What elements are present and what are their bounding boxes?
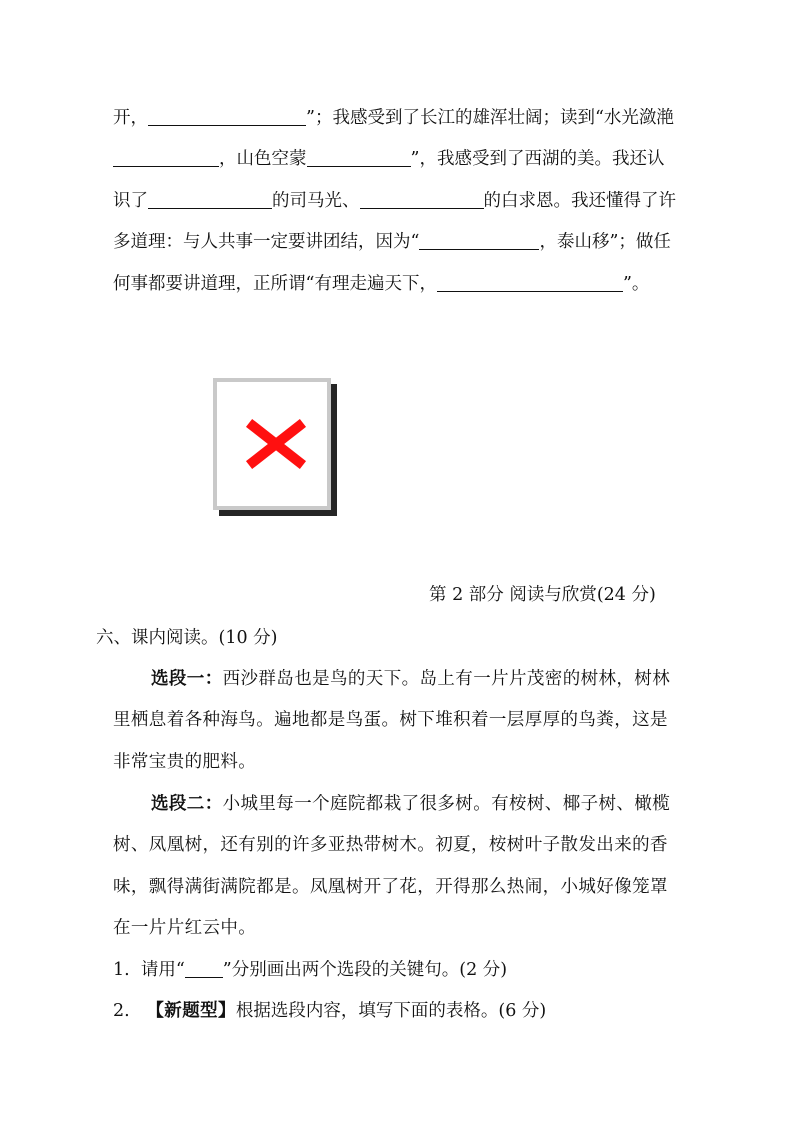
text: ，山色空蒙 (219, 149, 307, 169)
question-number: 2. (113, 1001, 130, 1021)
text: 小城里每一个庭院都栽了很多树。有桉树、椰子树、橄榄 (222, 794, 671, 814)
broken-image-icon (213, 378, 339, 518)
answer-blank-5[interactable] (360, 190, 484, 209)
answer-blank-3[interactable] (307, 148, 411, 167)
passage-line-4 (113, 230, 703, 254)
text: ”。 (622, 274, 650, 294)
text: 根据选段内容，填写下面的表格。(6 分) (235, 1001, 547, 1021)
passage2-line-3: 味，飘得满街满院都是。凤凰树开了花，开得那么热闹，小城好像笼罩 (113, 877, 668, 897)
text: ”分别画出两个选段的关键句。(2 分) (222, 960, 508, 980)
passage-line-1 (113, 106, 703, 130)
text: 的司马光、 (272, 191, 360, 211)
answer-blank-2[interactable] (113, 148, 219, 167)
passage2-line-1 (151, 792, 703, 816)
text: 的白求恩。我还懂得了许 (483, 191, 676, 211)
section-title: 六、课内阅读。(10 分) (96, 628, 278, 648)
passage2-line-2: 树、凤凰树，还有别的许多亚热带树木。初夏，桉树叶子散发出来的香 (113, 835, 668, 855)
answer-blank-7[interactable] (437, 273, 623, 292)
text: 请用“ (140, 960, 185, 980)
text: 西沙群岛也是鸟的天下。岛上有一片片茂密的树林，树林 (222, 669, 671, 689)
answer-blank-6[interactable] (419, 231, 539, 250)
text: ”；我感受到了长江的雄浑壮阔；读到“水光潋滟 (306, 108, 674, 128)
passage1-line-3: 非常宝贵的肥料。 (113, 752, 257, 772)
question-1 (113, 958, 703, 982)
text: ，泰山移”；做任 (539, 232, 671, 252)
passage1-line-2: 里栖息着各种海鸟。遍地都是鸟蛋。树下堆积着一层厚厚的鸟粪，这是 (113, 710, 668, 730)
passage-line-2 (113, 147, 703, 171)
answer-blank-4[interactable] (148, 190, 272, 209)
text: 开， (113, 108, 148, 128)
passage1-line-1 (151, 667, 703, 691)
underline-sample (185, 963, 223, 978)
passage-line-5 (113, 272, 703, 296)
part-heading: 第 2 部分 阅读与欣赏(24 分) (429, 585, 656, 605)
text: 何事都要讲道理，正所谓“有理走遍天下， (113, 274, 437, 294)
passage-line-3 (113, 189, 703, 213)
passage1-label: 选段一： (151, 669, 223, 689)
text: 识了 (113, 191, 148, 211)
text: ”，我感受到了西湖的美。我还认 (410, 149, 665, 169)
question-number: 1. (113, 960, 130, 980)
text: 多道理：与人共事一定要讲团结，因为“ (113, 232, 420, 252)
answer-blank-1[interactable] (148, 107, 306, 126)
new-type-tag: 【新题型】 (146, 1001, 236, 1021)
question-2 (113, 999, 703, 1023)
passage2-line-4: 在一片片红云中。 (113, 918, 257, 938)
passage2-label: 选段二： (151, 794, 223, 814)
